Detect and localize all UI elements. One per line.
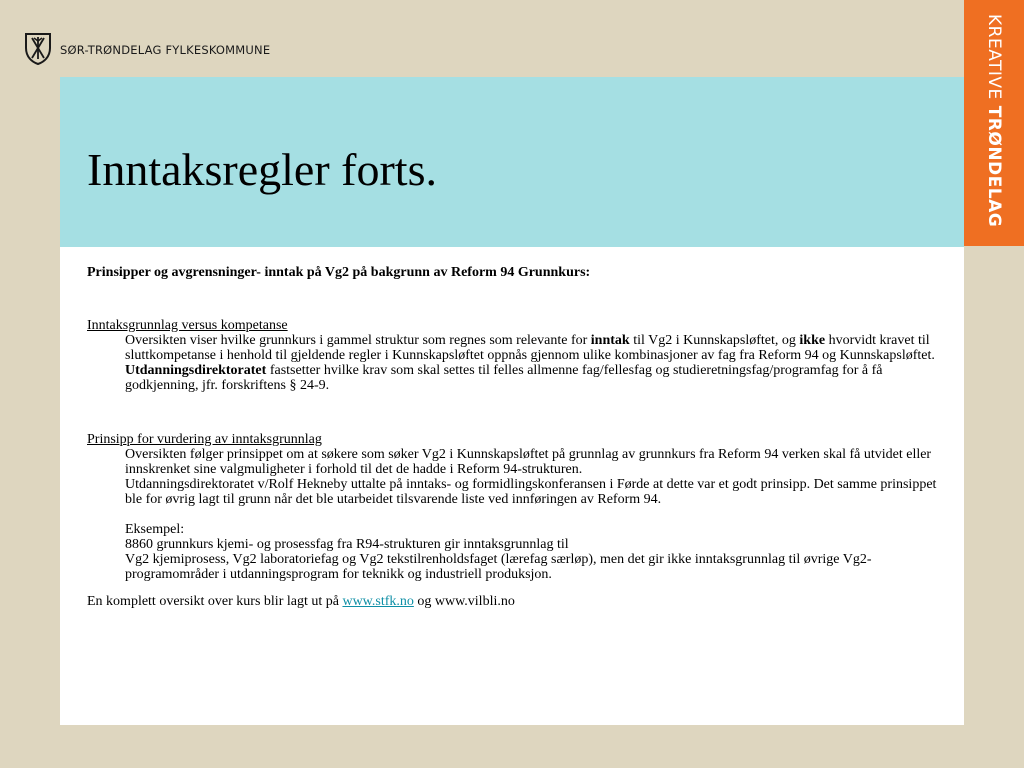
paragraph: Oversikten følger prinsippet om at søkere som søker Vg2 i Kunnskapsløftet på grunnlag av grunnkurs fra Reform 94 verken skal få utvidet eller innskrenket sine valgmuligheter i forhold til det de hadde i Reform 94-strukturen. [125,447,932,477]
paragraph: Utdanningsdirektoratet v/Rolf Hekneby uttalte på inntaks- og formidlingskonferansen i Førde at dette var et godt prinsipp. Det samme prinsippet ble for øvrig lagt til grunn når det ble utarbeidet tilsvarende liste ved innføringen av Reform 94. [125,477,937,507]
paragraph [125,333,937,363]
section-heading-inntaksgrunnlag: Inntaksgrunnlag versus kompetanse [87,318,288,333]
paragraph [125,363,937,393]
kreative-trondelag-banner [964,0,1024,246]
slide-title: Inntaksregler forts. [87,144,437,195]
footer-note [87,594,937,609]
stfk-link[interactable]: www.stfk.no [342,594,414,609]
banner-word-trondelag: TRØNDELAG [984,105,1004,228]
example-line: 8860 grunnkurs kjemi- og prosessfag fra R94-strukturen gir inntaksgrunnlag til [125,537,569,552]
coat-of-arms-icon [24,32,52,66]
slide-subtitle: Prinsipper og avgrensninger- inntak på Vg2 på bakgrunn av Reform 94 Grunnkurs: [87,265,591,280]
emphasis-utdanningsdirektoratet: Utdanningsdirektoratet [125,363,267,378]
section-body-prinsipp [87,447,937,582]
emphasis-inntak: inntak [590,333,630,348]
content-area [60,247,964,725]
emphasis-ikke: ikke [799,333,826,348]
text-run: Oversikten viser hvilke grunnkurs i gammel struktur som regnes som relevante for [125,333,591,348]
section-body-inntaksgrunnlag [87,333,937,393]
body-text [87,265,937,609]
section-heading-prinsipp: Prinsipp for vurdering av inntaksgrunnlag [87,432,322,447]
banner-text [983,14,1005,227]
text-run: hvorvidt kravet til sluttkompetanse i henhold til gjeldende regler i Kunnskapsløftet oppnås gjennom ulike kombinasjoner av fag fra Reform 94 og Kunnskapsløftet. [125,333,935,363]
example-line: Vg2 kjemiprosess, Vg2 laboratoriefag og Vg2 tekstilrenholdsfaget (lærefag særløp), men det gir ikke inntaksgrunnlag til øvrige Vg2-programområder i utdanningsprogram for teknikk og industriell produksjon. [125,552,872,582]
header [0,0,964,76]
text-run: til Vg2 i Kunnskapsløftet, og [629,333,800,348]
banner-word-kreative: KREATIVE [984,14,1004,100]
text-run: En komplett oversikt over kurs blir lagt ut på [87,594,343,609]
organization-name: SØR-TRØNDELAG FYLKESKOMMUNE [60,43,271,57]
text-run: fastsetter hvilke krav som skal settes til felles allmenne fag/fellesfag og studieretningsfag/programfag for å få godkjenning, jfr. forskriftens § 24-9. [125,363,883,393]
example-label: Eksempel: [125,522,185,537]
text-run: og www.vilbli.no [413,594,515,609]
title-band [60,77,964,247]
